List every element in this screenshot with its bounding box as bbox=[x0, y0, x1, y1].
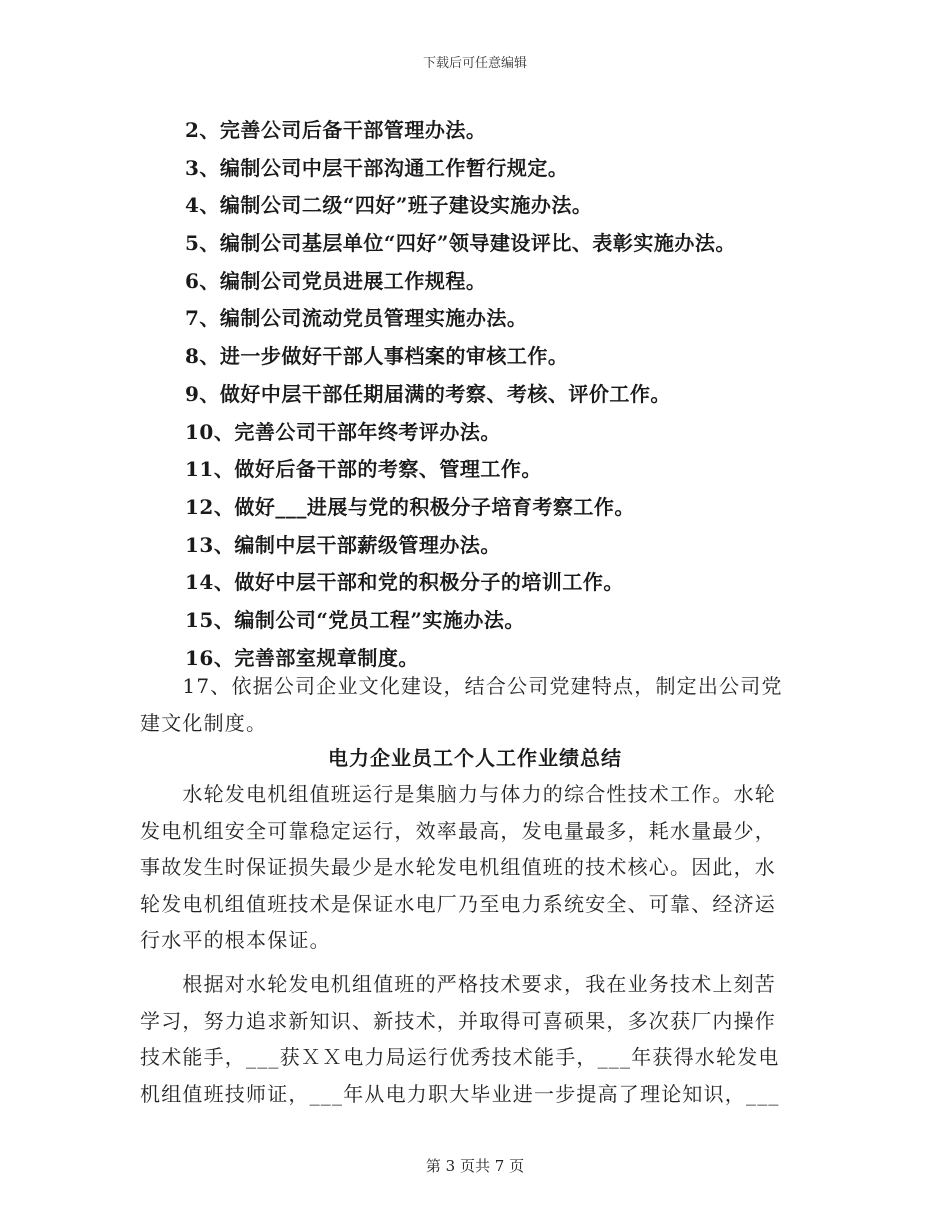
list-item: 14、做好中层干部和党的积极分子的培训工作。 bbox=[185, 570, 624, 595]
text-line: 机组值班技师证，___年从电力职大毕业进一步提高了理论知识，___ bbox=[140, 1081, 780, 1106]
list-item: 2、完善公司后备干部管理办法。 bbox=[185, 118, 487, 142]
list-item: 13、编制中层干部薪级管理办法。 bbox=[185, 532, 501, 557]
page-footer: 第 3 页共 7 页 bbox=[425, 1157, 525, 1175]
text-line: 事故发生时保证损失最少是水轮发电机组值班的技术核心。因此，水 bbox=[140, 855, 776, 879]
text-line: 建文化制度。 bbox=[140, 710, 268, 735]
list-item: 6、编制公司党员进展工作规程。 bbox=[185, 268, 487, 293]
text-line: 技术能手，___获ＸＸ电力局运行优秀技术能手，___年获得水轮发电 bbox=[140, 1045, 780, 1069]
item-17-paragraph bbox=[140, 668, 800, 741]
list-item: 7、编制公司流动党员管理实施办法。 bbox=[185, 306, 528, 331]
list-item: 12、做好___进展与党的积极分子培育考察工作。 bbox=[185, 494, 635, 519]
list-item: 4、编制公司二级“四好”班子建设实施办法。 bbox=[185, 193, 593, 218]
text-line: 根据对水轮发电机组值班的严格技术要求，我在业务技术上刻苦 bbox=[140, 972, 776, 996]
section-title: 电力企业员工个人工作业绩总结 bbox=[328, 746, 622, 770]
list-item: 15、编制公司“党员工程”实施办法。 bbox=[185, 607, 525, 632]
text-line: 水轮发电机组值班运行是集脑力与体力的综合性技术工作。水轮 bbox=[140, 782, 776, 806]
list-item: 5、编制公司基层单位“四好”领导建设评比、表彰实施办法。 bbox=[185, 231, 736, 256]
list-item: 16、完善部室规章制度。 bbox=[185, 645, 419, 670]
text-line: 轮发电机组值班技术是保证水电厂乃至电力系统安全、可靠、经济运 bbox=[140, 891, 776, 916]
list-item: 11、做好后备干部的考察、管理工作。 bbox=[185, 457, 542, 482]
text-line: 行水平的根本保证。 bbox=[140, 928, 331, 952]
text-line: 发电机组安全可靠稳定运行，效率最高，发电量最多，耗水量最少， bbox=[140, 818, 776, 843]
list-item: 8、进一步做好干部人事档案的审核工作。 bbox=[185, 344, 569, 369]
text-line: 17、依据公司企业文化建设，结合公司党建特点，制定出公司党 bbox=[140, 674, 783, 698]
text-line: 学习，努力追求新知识、新技术，并取得可喜硕果，多次获厂内操作 bbox=[140, 1008, 776, 1033]
page-header: 下载后可任意编辑 bbox=[422, 56, 527, 71]
body-paragraph-1 bbox=[140, 776, 800, 959]
body-paragraph-2 bbox=[140, 966, 800, 1112]
list-item: 9、做好中层干部任期届满的考察、考核、评价工作。 bbox=[185, 381, 671, 406]
list-item: 3、编制公司中层干部沟通工作暂行规定。 bbox=[185, 155, 569, 180]
task-list bbox=[185, 112, 825, 677]
list-item: 10、完善公司干部年终考评办法。 bbox=[185, 419, 501, 444]
